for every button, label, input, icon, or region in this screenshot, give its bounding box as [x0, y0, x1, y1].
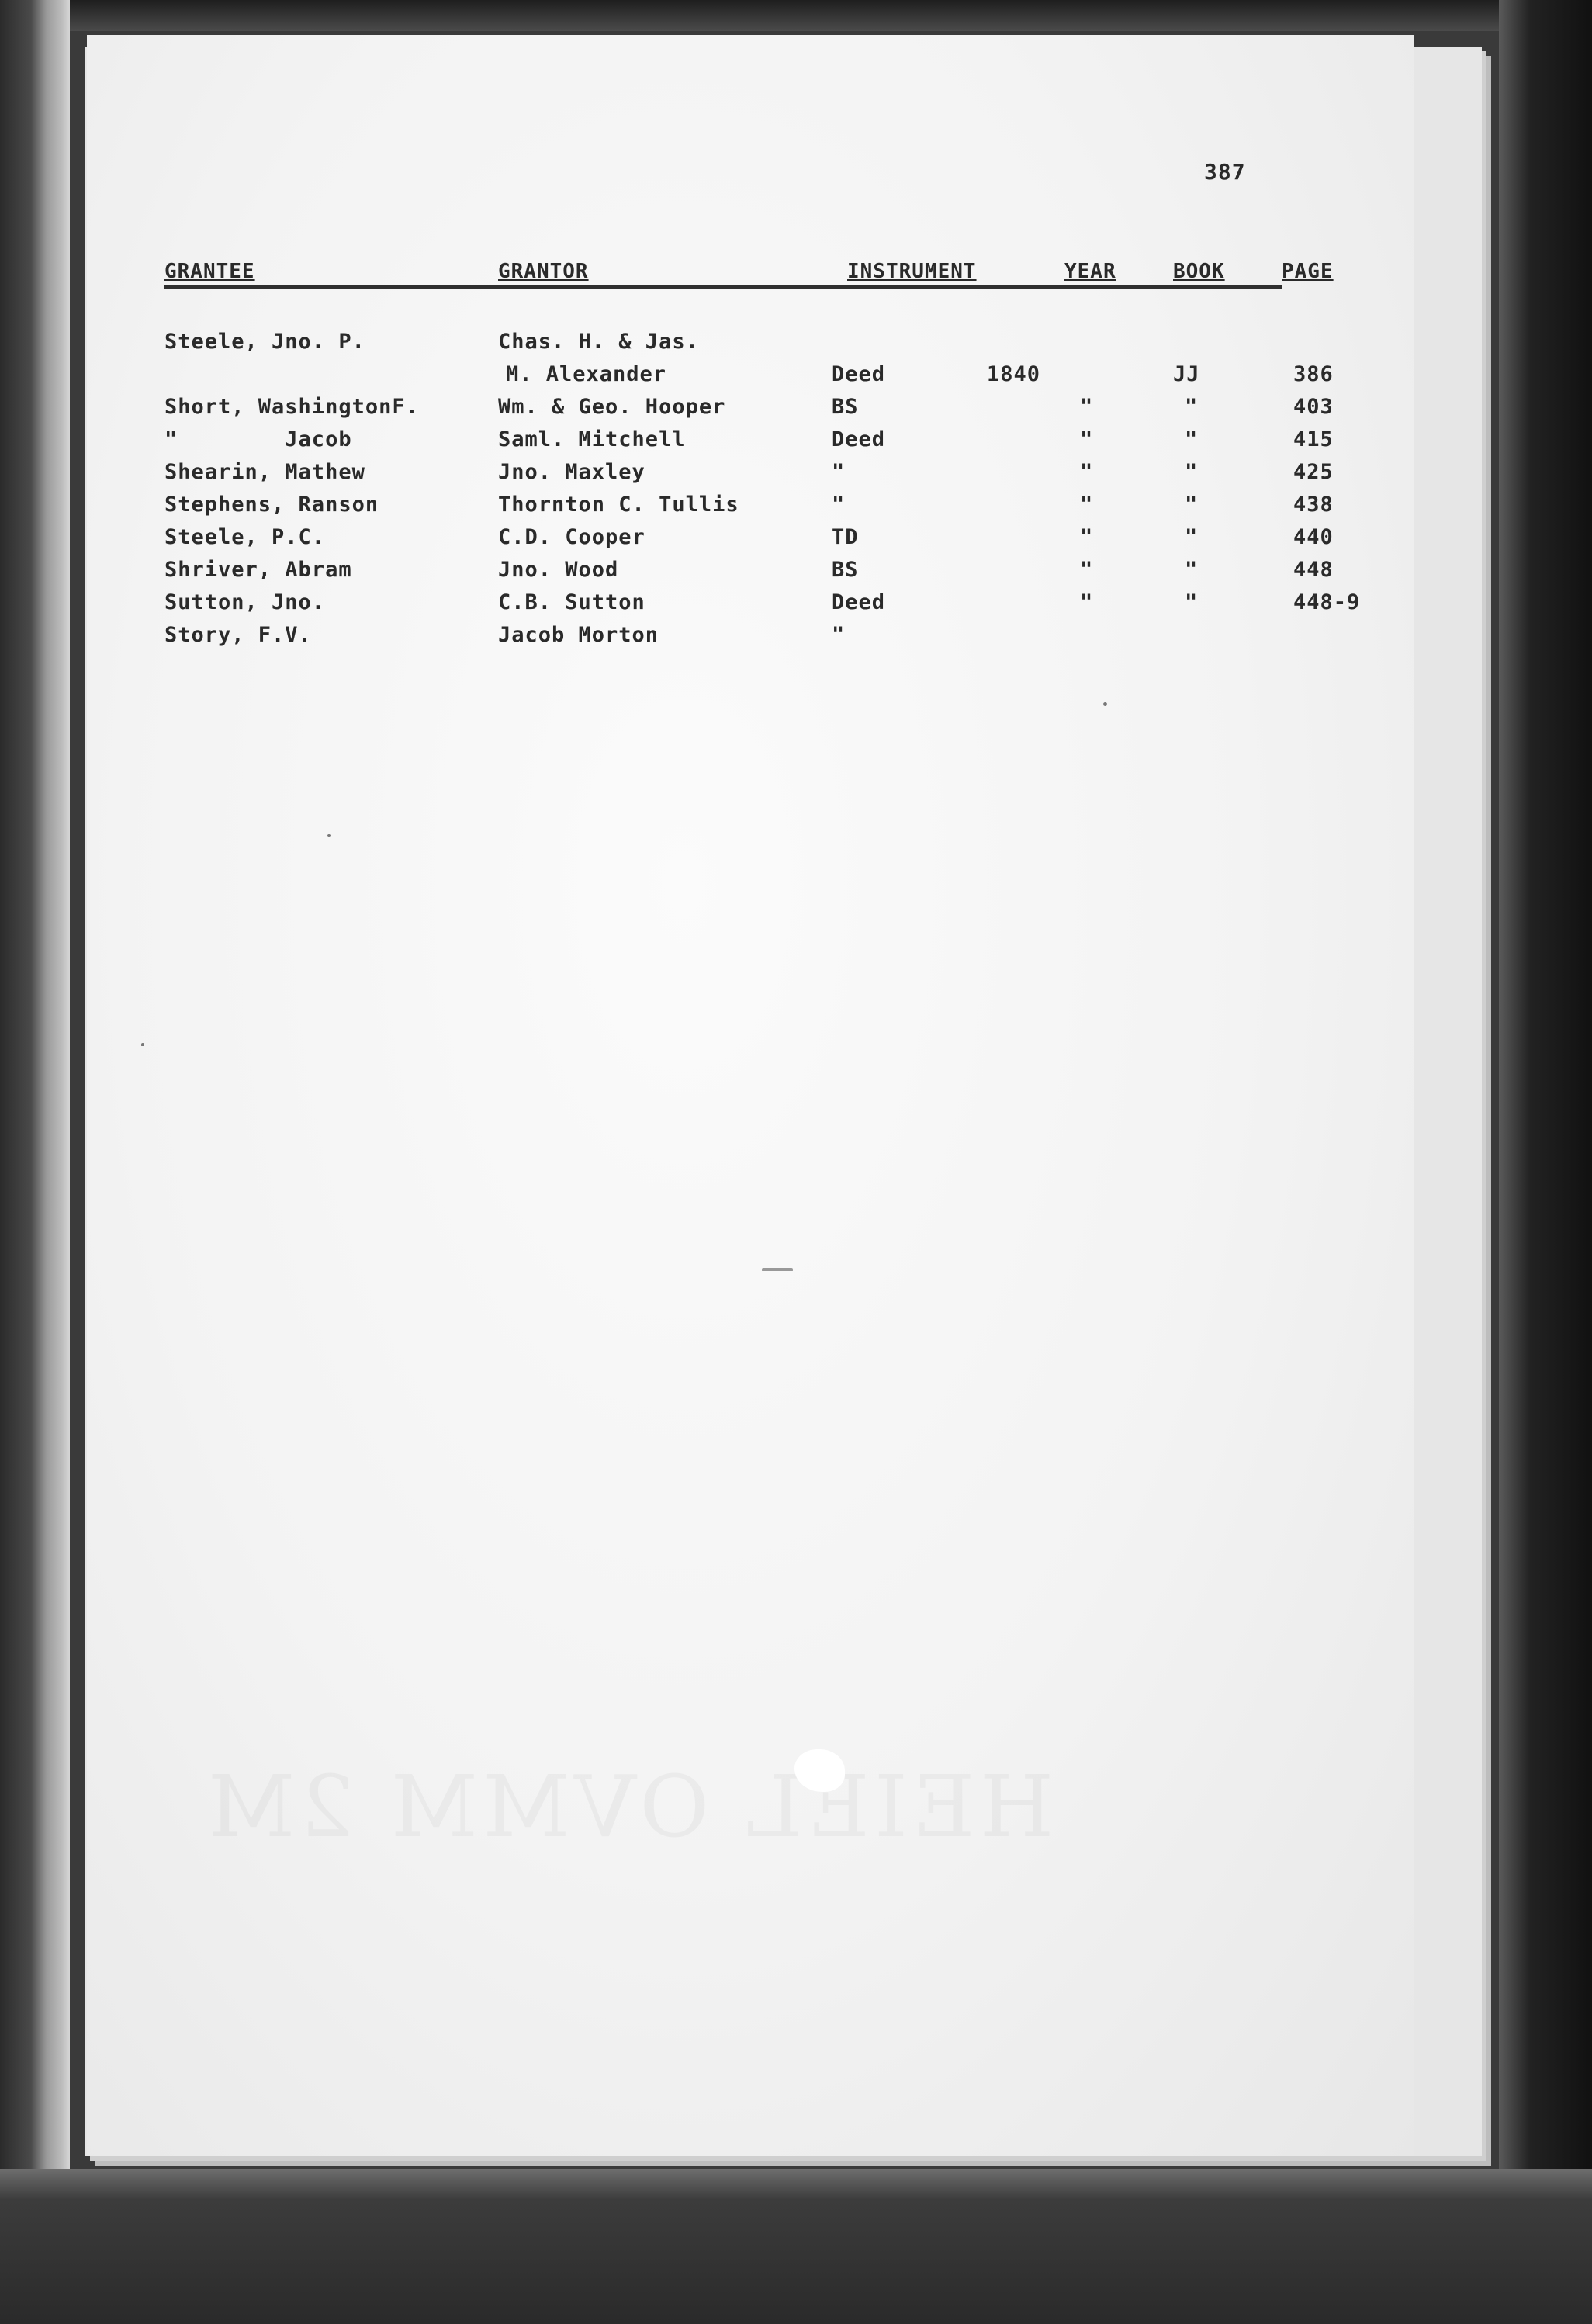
paper-speck — [327, 834, 331, 837]
grantor-cell: Chas. H. & Jas. — [498, 330, 699, 354]
page-cell: 415 — [1293, 427, 1334, 451]
book-cell: " — [1185, 590, 1199, 614]
grantee-cell: Stephens, Ranson — [164, 493, 379, 517]
header-instrument: INSTRUMENT — [847, 260, 977, 283]
page-cell: 448-9 — [1293, 590, 1361, 614]
page-cell: 440 — [1293, 525, 1334, 549]
instrument-cell: Deed — [832, 590, 886, 614]
year-cell: " — [1080, 558, 1094, 582]
year-cell: " — [1080, 427, 1094, 451]
page-cell: 386 — [1293, 362, 1334, 386]
instrument-cell: BS — [832, 395, 859, 419]
table-row — [164, 525, 1344, 558]
instrument-cell: " — [832, 623, 846, 647]
book-cell: " — [1185, 395, 1199, 419]
header-grantee: GRANTEE — [164, 260, 255, 283]
grantor-cell: Jacob Morton — [498, 623, 659, 647]
paper-mark — [762, 1268, 793, 1271]
table-row — [164, 395, 1344, 427]
grantor-cell: Wm. & Geo. Hooper — [498, 395, 726, 419]
table-row — [164, 493, 1344, 525]
grantee-cell: Shearin, Mathew — [164, 460, 365, 484]
book-cell: " — [1185, 493, 1199, 517]
grantor-cell: C.D. Cooper — [498, 525, 645, 549]
grantor-cell-continued: M. Alexander — [506, 362, 667, 386]
instrument-cell: " — [832, 460, 846, 484]
header-book: BOOK — [1173, 260, 1225, 283]
year-cell: " — [1080, 525, 1094, 549]
grantee-cell: Steele, Jno. P. — [164, 330, 365, 354]
table-row — [164, 460, 1344, 493]
table-row — [164, 623, 1344, 655]
table-row — [164, 590, 1361, 623]
scanner-frame-right — [1499, 0, 1592, 2324]
book-cell: JJ — [1173, 362, 1200, 386]
instrument-cell: " — [832, 493, 846, 517]
grantee-cell: Short, WashingtonF. — [164, 395, 419, 419]
scanner-frame-bottom — [0, 2169, 1592, 2324]
book-cell: " — [1185, 525, 1199, 549]
table-row — [164, 427, 1344, 460]
header-page: PAGE — [1282, 260, 1334, 283]
scanner-frame-left — [0, 0, 70, 2324]
paper-speck — [141, 1043, 144, 1046]
document-page — [87, 35, 1414, 2156]
page-number: 387 — [1204, 159, 1246, 185]
paper-speck — [1103, 702, 1107, 706]
grantor-cell: Thornton C. Tullis — [498, 493, 739, 517]
grantee-cell: Steele, P.C. — [164, 525, 326, 549]
instrument-cell: BS — [832, 558, 859, 582]
instrument-cell: Deed — [832, 427, 886, 451]
grantee-cell: Sutton, Jno. — [164, 590, 326, 614]
year-cell: " — [1080, 395, 1094, 419]
scanner-frame-top — [0, 0, 1592, 31]
year-cell: " — [1080, 590, 1094, 614]
book-cell: " — [1185, 427, 1199, 451]
book-cell: " — [1185, 558, 1199, 582]
instrument-cell: TD — [832, 525, 859, 549]
book-cell: " — [1185, 460, 1199, 484]
year-cell: " — [1080, 460, 1094, 484]
grantee-cell: " Jacob — [164, 427, 352, 451]
instrument-cell: Deed — [832, 362, 886, 386]
page-cell: 403 — [1293, 395, 1334, 419]
grantee-cell: Shriver, Abram — [164, 558, 352, 582]
grantor-cell: C.B. Sutton — [498, 590, 645, 614]
page-cell: 438 — [1293, 493, 1334, 517]
record-list — [164, 330, 1361, 655]
grantor-cell: Jno. Maxley — [498, 460, 645, 484]
grantor-cell: Jno. Wood — [498, 558, 619, 582]
header-grantor: GRANTOR — [498, 260, 589, 283]
header-year: YEAR — [1064, 260, 1116, 283]
bleed-through-text — [203, 1757, 1054, 1856]
table-row — [164, 330, 1344, 395]
grantee-cell: Story, F.V. — [164, 623, 312, 647]
grantor-cell: Saml. Mitchell — [498, 427, 686, 451]
table-row — [164, 558, 1344, 590]
year-cell: 1840 — [987, 362, 1041, 386]
header-rule — [164, 285, 1282, 289]
page-cell: 448 — [1293, 558, 1334, 582]
page-cell: 425 — [1293, 460, 1334, 484]
year-cell: " — [1080, 493, 1094, 517]
